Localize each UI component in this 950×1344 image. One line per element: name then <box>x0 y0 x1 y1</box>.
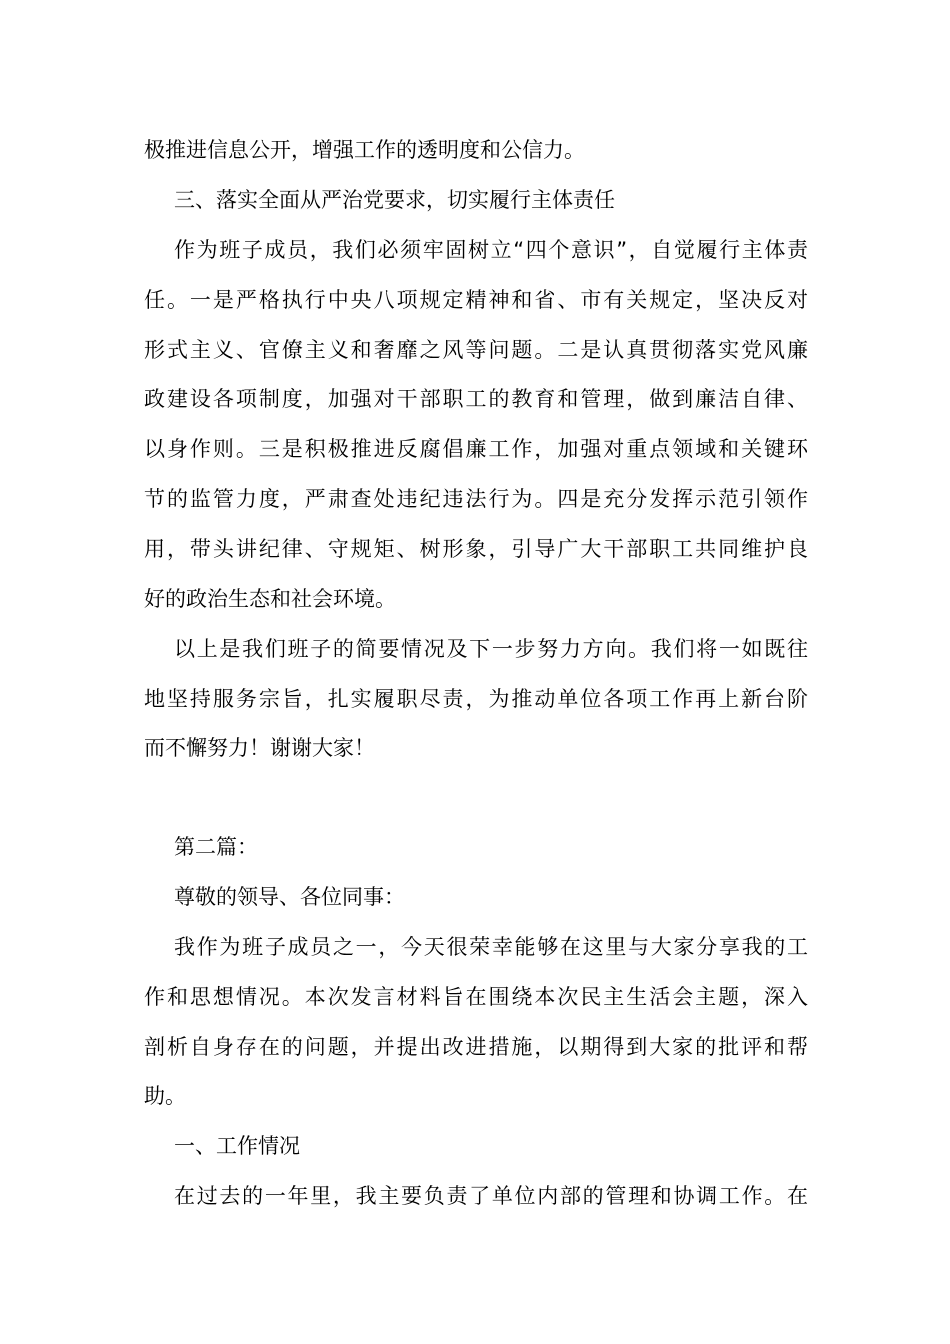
text-line: 好的政治生态和社会环境。 <box>144 587 396 611</box>
text-line: 我作为班子成员之一，今天很荣幸能够在这里与大家分享我的工 <box>174 935 808 959</box>
text-line: 而不懈努力！谢谢大家！ <box>144 736 375 760</box>
text-line: 以上是我们班子的简要情况及下一步努力方向。我们将一如既往 <box>174 637 808 661</box>
text-line: 以身作则。三是积极推进反腐倡廉工作，加强对重点领域和关键环 <box>144 437 808 461</box>
text-line: 任。一是严格执行中央八项规定精神和省、市有关规定，坚决反对 <box>144 288 808 312</box>
text-line: 作和思想情况。本次发言材料旨在围绕本次民主生活会主题，深入 <box>144 985 808 1009</box>
text-line: 地坚持服务宗旨，扎实履职尽责，为推动单位各项工作再上新台阶 <box>144 687 808 711</box>
text-line: 助。 <box>144 1084 186 1108</box>
text-line: 作为班子成员，我们必须牢固树立“四个意识”，自觉履行主体责 <box>174 238 808 262</box>
section-heading: 三、落实全面从严治党要求，切实履行主体责任 <box>174 188 615 212</box>
text-line: 政建设各项制度，加强对干部职工的教育和管理，做到廉洁自律、 <box>144 387 808 411</box>
text-line: 剖析自身存在的问题，并提出改进措施，以期得到大家的批评和帮 <box>144 1035 808 1059</box>
text-line: 在过去的一年里，我主要负责了单位内部的管理和协调工作。在 <box>174 1184 808 1208</box>
text-line: 极推进信息公开，增强工作的透明度和公信力。 <box>144 138 585 162</box>
text-line: 节的监管力度，严肃查处违纪违法行为。四是充分发挥示范引领作 <box>144 487 808 511</box>
section-heading: 一、工作情况 <box>174 1134 300 1158</box>
text-line: 形式主义、官僚主义和奢靡之风等问题。二是认真贯彻落实党风廉 <box>144 338 808 362</box>
salutation: 尊敬的领导、各位同事： <box>174 885 405 909</box>
text-line: 用，带头讲纪律、守规矩、树形象，引导广大干部职工共同维护良 <box>144 537 808 561</box>
section-title: 第二篇： <box>174 835 258 859</box>
